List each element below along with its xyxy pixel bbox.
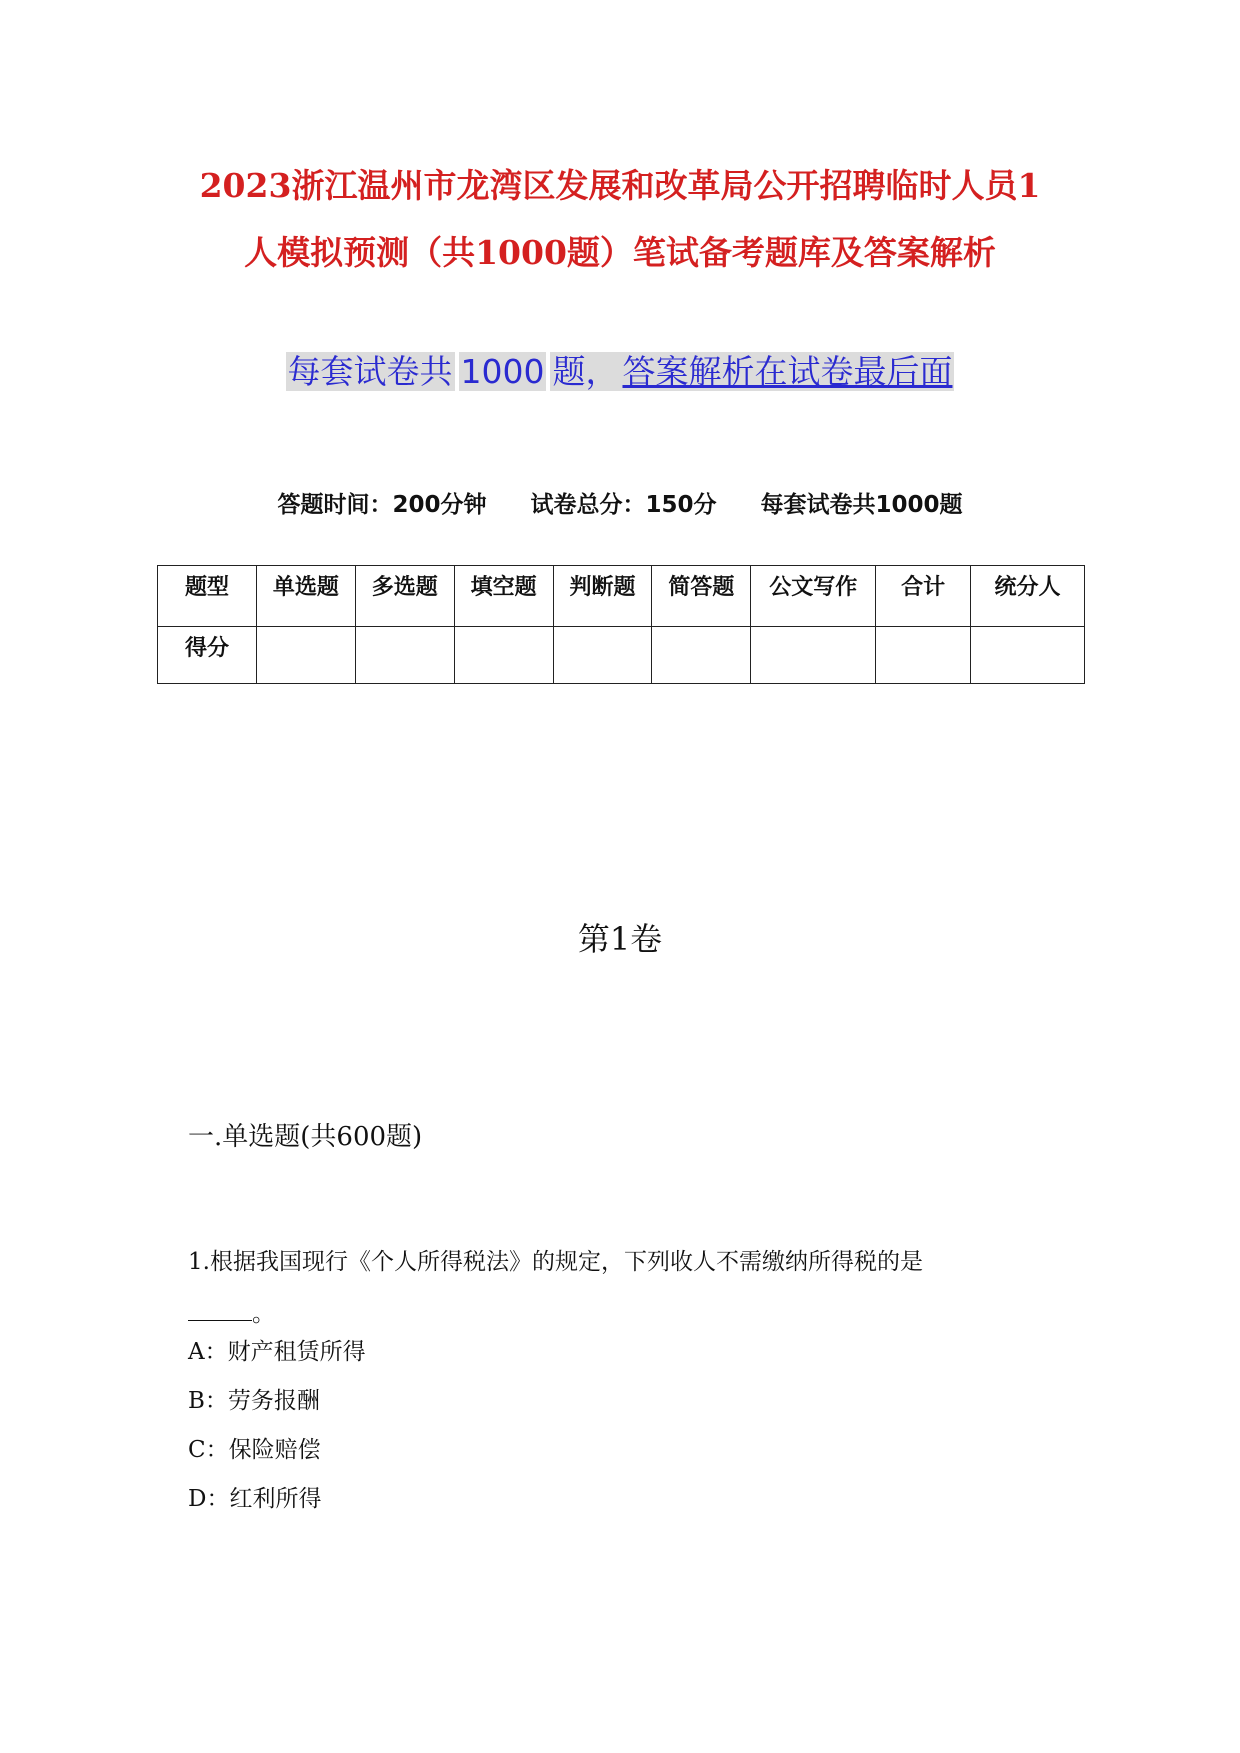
score-cell[interactable] — [553, 627, 652, 684]
answer-link[interactable]: 答案解析在试卷最后面 — [622, 352, 953, 391]
document-title — [140, 152, 1100, 286]
exam-total-score: 试卷总分：150分 — [530, 492, 717, 518]
score-row-label: 得分 — [158, 627, 257, 684]
score-cell[interactable] — [256, 627, 355, 684]
score-cell[interactable] — [751, 627, 876, 684]
option-c[interactable]: C：保险赔偿 — [188, 1437, 321, 1463]
score-table — [157, 565, 1085, 684]
banner-text-2: 1000 — [460, 352, 545, 391]
score-table-score-row — [158, 627, 1085, 684]
answer-notice-banner — [0, 348, 1240, 396]
option-d[interactable]: D：红利所得 — [188, 1486, 322, 1512]
score-cell[interactable] — [876, 627, 971, 684]
question-tail: 。 — [252, 1301, 275, 1327]
header-cell-multi-choice: 多选题 — [355, 566, 454, 627]
question-text: 1.根据我国现行《个人所得税法》的规定，下列收人不需缴纳所得税的是 — [188, 1249, 923, 1275]
question-1-options — [188, 1328, 366, 1524]
title-line-2: 人模拟预测（共1000题）笔试备考题库及答案解析 — [244, 233, 996, 272]
score-cell[interactable] — [652, 627, 751, 684]
header-cell-scorer: 统分人 — [971, 566, 1085, 627]
exam-question-count: 每套试卷共1000题 — [760, 492, 963, 518]
exam-time: 答题时间：200分钟 — [277, 492, 487, 518]
header-cell-type: 题型 — [158, 566, 257, 627]
header-cell-short-answer: 简答题 — [652, 566, 751, 627]
header-cell-single-choice: 单选题 — [256, 566, 355, 627]
banner-text-1: 每套试卷共 — [287, 352, 453, 391]
volume-title: 第1卷 — [577, 920, 663, 958]
header-cell-fill-blank: 填空题 — [454, 566, 553, 627]
score-cell[interactable] — [454, 627, 553, 684]
header-cell-total: 合计 — [876, 566, 971, 627]
header-cell-official-writing: 公文写作 — [751, 566, 876, 627]
question-1 — [188, 1236, 1068, 1340]
banner-text-3: 题， — [552, 352, 619, 391]
exam-meta — [0, 486, 1240, 519]
score-cell[interactable] — [971, 627, 1085, 684]
score-table-header-row — [158, 566, 1085, 627]
header-cell-true-false: 判断题 — [553, 566, 652, 627]
section-title: 一.单选题(共600题) — [188, 1122, 423, 1152]
title-line-1: 2023浙江温州市龙湾区发展和改革局公开招聘临时人员1 — [199, 166, 1041, 205]
option-a[interactable]: A：财产租赁所得 — [188, 1339, 366, 1365]
score-cell[interactable] — [355, 627, 454, 684]
option-b[interactable]: B：劳务报酬 — [188, 1388, 320, 1414]
answer-blank — [188, 1298, 252, 1321]
